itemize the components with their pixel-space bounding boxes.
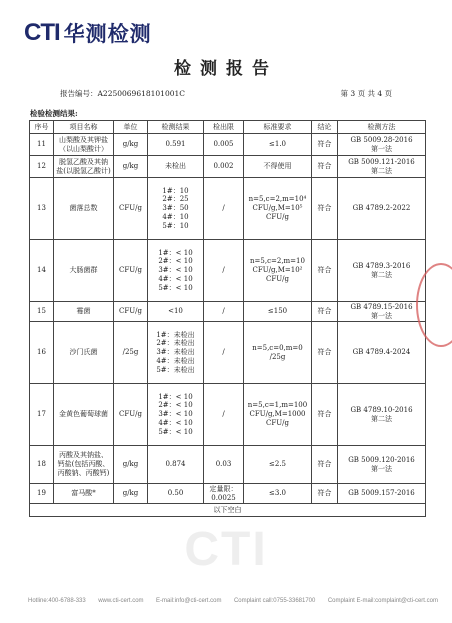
cell-item-name	[54, 446, 114, 484]
cell-result	[148, 240, 204, 302]
cell-requirement	[244, 322, 312, 384]
column-header: 单位	[114, 121, 148, 134]
cell-result-line: 1#：未检出	[156, 330, 195, 339]
cell-requirement-line: 不得使用	[263, 162, 292, 171]
cell-method-line: GB 4789.4-2024	[352, 348, 411, 357]
cell-method-line: GB 4789.15-2016	[350, 302, 413, 311]
cell-method-line: 第二法	[371, 270, 392, 279]
cell-unit: /25g	[114, 322, 148, 384]
cell-result	[148, 446, 204, 484]
cell-requirement	[244, 240, 312, 302]
cell-method	[338, 446, 426, 484]
blank-note: 以下空白	[30, 504, 426, 517]
cell-method-line: 第一法	[371, 464, 392, 473]
cell-number: 14	[30, 240, 54, 302]
footer-email: E-mail:info@cti-cert.com	[156, 598, 222, 604]
cell-method-line: GB 5009.121-2016	[348, 157, 415, 166]
cell-unit: CFU/g	[114, 178, 148, 240]
table-row	[30, 156, 426, 178]
table-row	[30, 240, 426, 302]
cell-method-line: 第一法	[371, 311, 392, 320]
cell-item-name-line: 大肠菌群	[69, 266, 98, 275]
cell-detection-limit: 定量限：0.0025	[204, 484, 244, 504]
cell-result	[148, 322, 204, 384]
cell-result-line: 2#：25	[162, 195, 189, 204]
table-row	[30, 484, 426, 504]
cell-requirement-line: ≤1.0	[269, 140, 286, 149]
cell-requirement	[244, 384, 312, 446]
cell-item-name-line: 菌落总数	[69, 204, 98, 213]
company-logo	[24, 18, 152, 48]
cell-unit: g/kg	[114, 156, 148, 178]
cti-watermark: CTI	[184, 523, 268, 576]
cell-result-line: 4#：< 10	[158, 274, 193, 283]
table-row	[30, 302, 426, 322]
cell-conclusion: 符合	[312, 240, 338, 302]
cell-method-line: GB 4789.10-2016	[350, 405, 413, 414]
logo-chinese-name: 华测检测	[63, 22, 152, 46]
cell-method-line: GB 4789.3-2016	[352, 261, 411, 270]
cell-number: 12	[30, 156, 54, 178]
cell-item-name-line: 盐(以脱氢乙酸计)	[56, 166, 111, 175]
cell-unit: g/kg	[114, 484, 148, 504]
report-number: 报告编号：A2250069618101001C	[60, 89, 186, 98]
cell-result-line: 1#：< 10	[158, 248, 193, 257]
cell-requirement-line: CFU/g,M=10⁵	[252, 204, 303, 213]
cell-item-name-line: 沙门氏菌	[69, 348, 98, 357]
page-footer	[28, 598, 438, 604]
cell-method	[338, 156, 426, 178]
cell-result-line: 5#：< 10	[158, 427, 193, 436]
cell-conclusion: 符合	[312, 322, 338, 384]
cell-method	[338, 134, 426, 156]
cell-method	[338, 178, 426, 240]
cell-unit: CFU/g	[114, 240, 148, 302]
cell-method	[338, 484, 426, 504]
cell-result-line: 3#：未检出	[156, 348, 195, 357]
column-header: 结论	[312, 121, 338, 134]
cell-method-line: 第一法	[371, 144, 392, 153]
cell-method-line: GB 4789.2-2022	[352, 204, 411, 213]
cell-result-line: 5#：未检出	[156, 365, 195, 374]
cell-result-line: 3#：< 10	[158, 410, 193, 419]
cell-requirement-line: ≤2.5	[269, 460, 286, 469]
cell-detection-limit: /	[204, 322, 244, 384]
cell-result-line: 2#：< 10	[158, 257, 193, 266]
cell-result	[148, 156, 204, 178]
cell-unit: g/kg	[114, 134, 148, 156]
cell-detection-limit: /	[204, 384, 244, 446]
cell-result	[148, 134, 204, 156]
cell-result	[148, 178, 204, 240]
cell-result-line: 2#：未检出	[156, 339, 195, 348]
cell-method-line: GB 5009.120-2016	[348, 455, 415, 464]
cell-method	[338, 384, 426, 446]
cell-item-name	[54, 178, 114, 240]
cell-item-name	[54, 302, 114, 322]
report-title: 检测报告	[174, 59, 278, 79]
cell-result-line: 2#：< 10	[158, 401, 193, 410]
cell-method	[338, 302, 426, 322]
cell-result-line: 0.591	[165, 140, 186, 149]
cell-requirement	[244, 484, 312, 504]
table-row	[30, 322, 426, 384]
cell-requirement-line: n=5,c=2,m=10⁴	[248, 195, 307, 204]
footer-complaint-email: Complaint E-mail:complaint@cti-cert.com	[327, 598, 438, 604]
footer-website: www.cti-cert.com	[98, 598, 144, 604]
cell-result-line: 未检出	[165, 162, 186, 171]
cell-conclusion: 符合	[312, 156, 338, 178]
cell-item-name	[54, 322, 114, 384]
cell-result-line: 4#：10	[162, 212, 189, 221]
cell-method-line: GB 5009.28-2016	[350, 135, 413, 144]
cell-result	[148, 484, 204, 504]
footer-complaint-call: Complaint call:0755-33681700	[233, 598, 316, 604]
cell-requirement-line: n=5,c=2,m=10	[250, 257, 305, 266]
cell-number: 16	[30, 322, 54, 384]
results-table	[29, 120, 426, 517]
cell-requirement-line: /25g	[269, 352, 286, 361]
cell-conclusion: 符合	[312, 446, 338, 484]
cell-number: 15	[30, 302, 54, 322]
cell-requirement	[244, 302, 312, 322]
cell-number: 18	[30, 446, 54, 484]
cell-item-name	[54, 134, 114, 156]
cell-conclusion: 符合	[312, 302, 338, 322]
table-row	[30, 134, 426, 156]
cell-item-name-line: 富马酸*	[71, 489, 96, 498]
cell-item-name-line: 丙酸钠、丙酸钙)	[57, 468, 110, 477]
column-header: 项目名称	[54, 121, 114, 134]
cell-result-line: 0.50	[167, 489, 184, 498]
cell-requirement-line: ≤150	[267, 307, 288, 316]
cell-requirement	[244, 446, 312, 484]
cell-result-line: 1#：10	[162, 186, 189, 195]
cell-requirement	[244, 156, 312, 178]
cell-requirement-line: CFU/g	[266, 212, 289, 221]
cell-item-name-line: （以山梨酸计）	[59, 144, 108, 153]
footer-hotline: Hotline:400-6788-333	[28, 598, 86, 604]
cell-method-line: GB 5009.157-2016	[348, 489, 415, 498]
cell-result	[148, 302, 204, 322]
page-info: 第 3 页 共 4 页	[340, 89, 392, 98]
cell-method	[338, 322, 426, 384]
cell-requirement-line: CFU/g	[266, 274, 289, 283]
cell-detection-limit: 0.005	[204, 134, 244, 156]
cell-detection-limit: /	[204, 178, 244, 240]
table-row	[30, 384, 426, 446]
cell-result-line: 4#：< 10	[158, 418, 193, 427]
cell-conclusion: 符合	[312, 178, 338, 240]
cell-requirement-line: n=5,c=0,m=0	[252, 343, 303, 352]
cell-requirement-line: CFU/g,M=10²	[252, 266, 303, 275]
cell-item-name-line: 山梨酸及其钾盐	[59, 135, 108, 144]
cell-requirement-line: ≤3.0	[269, 489, 286, 498]
cell-requirement-line: CFU/g,M=1000	[249, 410, 306, 419]
cell-number: 17	[30, 384, 54, 446]
cell-conclusion: 符合	[312, 484, 338, 504]
cell-result-line: 5#：10	[162, 221, 189, 230]
section-title: 检验检测结果:	[30, 109, 78, 118]
cell-unit: CFU/g	[114, 384, 148, 446]
column-header: 检测结果	[148, 121, 204, 134]
cell-requirement-line: n=5,c=1,m=100	[247, 401, 308, 410]
cell-result-line: 3#：< 10	[158, 266, 193, 275]
cell-result-line: 3#：50	[162, 204, 189, 213]
cell-number: 19	[30, 484, 54, 504]
cell-result-line: 0.874	[165, 460, 186, 469]
cell-number: 13	[30, 178, 54, 240]
cell-result-line: 5#：< 10	[158, 283, 193, 292]
cell-item-name-line: 钙盐(包括丙酸、	[57, 460, 110, 469]
cell-method	[338, 240, 426, 302]
cell-item-name	[54, 156, 114, 178]
column-header: 检出限	[204, 121, 244, 134]
cell-item-name	[54, 240, 114, 302]
cell-result-line: <10	[168, 307, 183, 316]
cell-item-name-line: 霉菌	[76, 307, 91, 316]
column-header: 序号	[30, 121, 54, 134]
cell-detection-limit: /	[204, 240, 244, 302]
logo-brand: CTI	[24, 19, 60, 46]
cell-unit: g/kg	[114, 446, 148, 484]
cell-item-name-line: 脱氢乙酸及其钠	[59, 157, 108, 166]
cell-unit: CFU/g	[114, 302, 148, 322]
cell-conclusion: 符合	[312, 384, 338, 446]
table-header-row	[30, 121, 426, 134]
cell-item-name	[54, 384, 114, 446]
cell-result	[148, 384, 204, 446]
cell-detection-limit: 0.002	[204, 156, 244, 178]
cell-detection-limit: /	[204, 302, 244, 322]
cell-requirement-line: CFU/g	[266, 418, 289, 427]
table-row	[30, 178, 426, 240]
cell-method-line: 第二法	[371, 166, 392, 175]
cell-method-line: 第二法	[371, 414, 392, 423]
cell-requirement	[244, 178, 312, 240]
cell-result-line: 1#：< 10	[158, 392, 193, 401]
column-header: 检测方法	[338, 121, 426, 134]
cell-detection-limit: 0.03	[204, 446, 244, 484]
cell-conclusion: 符合	[312, 134, 338, 156]
cell-item-name-line: 丙酸及其钠盐、	[59, 451, 108, 460]
cell-number: 11	[30, 134, 54, 156]
cell-result-line: 4#：未检出	[156, 356, 195, 365]
table-row	[30, 446, 426, 484]
cell-requirement	[244, 134, 312, 156]
column-header: 标准要求	[244, 121, 312, 134]
cell-item-name-line: 金黄色葡萄球菌	[59, 410, 108, 419]
cell-item-name	[54, 484, 114, 504]
